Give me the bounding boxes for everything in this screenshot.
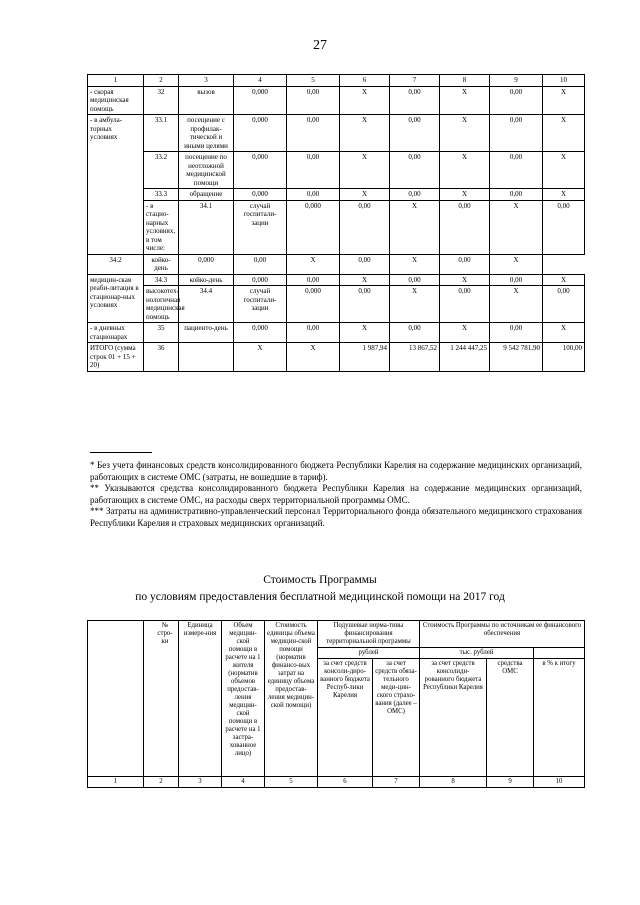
header-cell: 2 [144, 75, 179, 87]
volume-cell: 0,000 [234, 189, 287, 201]
unit-cost-cell: 0,00 [287, 274, 340, 286]
oms-total-cell: 0,00 [490, 189, 543, 201]
percent-cell: X [543, 189, 585, 201]
row-label-cell: - в амбула-торных условиях [88, 115, 144, 255]
footnote-2: ** Указываются средства консолидированного бюджета Республики Карелия на содержание медицинских организаций, работающих в системе ОМС, на расходы сверх территориальной программы ОМС. [90, 483, 582, 505]
table-row [88, 200, 585, 254]
unit-cost-cell: 0,00 [287, 86, 340, 115]
budget-total-cell: X [390, 254, 440, 274]
header-cell-row-number: № стро-ки [144, 621, 179, 777]
row-number-cell: 34.4 [179, 286, 234, 323]
volume-cell: 0,000 [287, 200, 340, 254]
unit-cost-cell: 0,00 [287, 189, 340, 201]
row-number-cell: 34.1 [179, 200, 234, 254]
header-cell-unit-cost: Стоимость единицы объема медицин-ской помощи (норматив финансо-вых затрат на единицу объема предостав-ления медицин-ской помощи) [265, 621, 318, 777]
page-number: 27 [313, 38, 327, 53]
budget-per-capita-cell: X [340, 115, 390, 152]
row-number-cell: 32 [144, 86, 179, 115]
budget-per-capita-cell: X [390, 286, 440, 323]
table-row [88, 152, 585, 189]
column-number: 1 [88, 777, 144, 788]
volume-cell: 0,000 [234, 152, 287, 189]
oms-per-capita-cell: 0,00 [390, 86, 440, 115]
header-cell: 3 [179, 75, 234, 87]
unit-cell: случай госпитали-зации [234, 286, 287, 323]
unit-cost-cell: 0,00 [340, 286, 390, 323]
header-cell: 7 [390, 75, 440, 87]
volume-cell: 0,000 [179, 254, 234, 274]
budget-per-capita-cell: 1 987,94 [340, 343, 390, 372]
budget-total-cell: X [490, 200, 543, 254]
table-row [88, 323, 585, 343]
row-number-cell: 34.3 [144, 274, 179, 286]
volume-cell: X [234, 343, 287, 372]
oms-per-capita-cell: 0,00 [340, 254, 390, 274]
header-cell: 10 [543, 75, 585, 87]
unit-cell: вызов [179, 86, 234, 115]
budget-total-cell: X [440, 115, 490, 152]
volume-cell: 0,000 [234, 274, 287, 286]
percent-cell: X [543, 115, 585, 152]
unit-cost-cell: 0,00 [287, 152, 340, 189]
footnote-rule [90, 452, 152, 453]
volume-cell: 0,000 [234, 115, 287, 152]
oms-per-capita-cell: 0,00 [390, 274, 440, 286]
volume-cell: 0,000 [234, 86, 287, 115]
oms-per-capita-cell: 0,00 [390, 323, 440, 343]
header-cell: 6 [340, 75, 390, 87]
header-cell-by-source: Стоимость Программы по источникам ее финансового обеспечения [420, 621, 585, 648]
table-row [88, 274, 585, 286]
program-cost-table [87, 620, 585, 788]
budget-per-capita-cell: X [390, 200, 440, 254]
column-number: 6 [318, 777, 373, 788]
header-cell-col9: средства ОМС [487, 659, 534, 777]
footnote-1: * Без учета финансовых средств консолидированного бюджета Республики Карелия на содержание медицинских организаций, работающих в системе ОМС (затраты, не вошедшие в тариф). [90, 460, 582, 482]
header-cell-thousand-rubles: тыс. рублей [420, 648, 534, 659]
oms-per-capita-cell: 0,00 [390, 152, 440, 189]
budget-per-capita-cell: X [340, 274, 390, 286]
percent-cell: X [543, 323, 585, 343]
oms-per-capita-cell: 0,00 [440, 200, 490, 254]
footnotes [90, 460, 582, 529]
oms-total-cell: 0,00 [490, 115, 543, 152]
oms-total-cell: 0,00 [543, 200, 585, 254]
table-row [88, 286, 585, 323]
table-row [88, 115, 585, 152]
budget-per-capita-cell: X [340, 152, 390, 189]
column-number: 7 [373, 777, 420, 788]
row-number-cell: 33.2 [144, 152, 179, 189]
row-label-cell: - в дневных стационарах [88, 323, 144, 343]
unit-cost-cell: 0,00 [340, 200, 390, 254]
footnote-3: *** Затраты на административно-управленческий персонал Территориального фонда обязательного медицинского страхования Республики Карелия и страховых медицинских организаций. [90, 506, 582, 528]
section-subtitle: по условиям предоставления бесплатной медицинской помощи на 2017 год [135, 591, 505, 603]
header-cell-col6: за счет средств консоли-диро-ванного бюджета Респуб-лики Карелия [318, 659, 373, 777]
oms-total-cell: 0,00 [490, 152, 543, 189]
column-number: 10 [534, 777, 585, 788]
header-cell: 8 [440, 75, 490, 87]
budget-total-cell: 1 244 447,25 [440, 343, 490, 372]
percent-cell: X [543, 152, 585, 189]
unit-cost-cell: 0,00 [287, 115, 340, 152]
budget-total-cell: X [440, 86, 490, 115]
percent-cell: 100,00 [543, 343, 585, 372]
header-cell-col10: в % к итогу [534, 659, 585, 777]
budget-total-cell: X [490, 286, 543, 323]
header-cell-volume: Объем медицин-ской помощи в расчете на 1 жителя (норматив объемов предостав-ления медицин-ской помощи в расчете на 1 застра-хованное лицо) [222, 621, 265, 777]
column-number: 8 [420, 777, 487, 788]
oms-total-cell: 0,00 [490, 323, 543, 343]
unit-cost-cell: 0,00 [234, 254, 287, 274]
header-cell: 4 [234, 75, 287, 87]
budget-total-cell: X [440, 323, 490, 343]
row-number-cell: 36 [144, 343, 179, 372]
row-label-cell: высокотех-нологичная медицинская помощь [144, 286, 179, 323]
column-number-row [88, 777, 585, 788]
header-cell-unit: Единица измере-ния [179, 621, 222, 777]
oms-per-capita-cell: 0,00 [390, 189, 440, 201]
oms-total-cell: 0,00 [440, 254, 490, 274]
table-row [88, 343, 585, 372]
row-number-cell: 35 [144, 323, 179, 343]
header-cell-col7: за счет средств обяза-тельного меди-цин-ского страхо-вания (далее – ОМС) [373, 659, 420, 777]
oms-per-capita-cell: 0,00 [440, 286, 490, 323]
unit-cost-cell: X [287, 343, 340, 372]
row-label-cell: - в стацио-нарных условиях, в том числе: [144, 200, 179, 254]
budget-per-capita-cell: X [340, 189, 390, 201]
budget-per-capita-cell: X [340, 86, 390, 115]
table-row [88, 189, 585, 201]
row-label-cell: ИТОГО (сумма строк 01 + 15 + 20) [88, 343, 144, 372]
column-number: 2 [144, 777, 179, 788]
table-row [88, 254, 585, 274]
unit-cell: пациенто-день [179, 323, 234, 343]
cost-table-continued [87, 74, 585, 372]
section-title: Стоимость Программы [263, 574, 377, 586]
oms-total-cell: 0,00 [490, 274, 543, 286]
column-number: 4 [222, 777, 265, 788]
header-cell-label [88, 621, 144, 777]
unit-cell [179, 343, 234, 372]
unit-cell: обращение [179, 189, 234, 201]
header-cell-empty [534, 648, 585, 659]
row-number-cell: 34.2 [88, 254, 144, 274]
header-cell: 9 [490, 75, 543, 87]
row-number-cell: 33.3 [144, 189, 179, 201]
volume-cell: 0,000 [287, 286, 340, 323]
unit-cell: койко-день [179, 274, 234, 286]
header-cell-per-capita: Подушевые норма-тивы финансирования территориальной программы [318, 621, 420, 648]
row-label-cell: - скорая медицинская помощь [88, 86, 144, 115]
table-header-row [88, 75, 585, 87]
column-number: 5 [265, 777, 318, 788]
budget-per-capita-cell: X [287, 254, 340, 274]
unit-cell: случай госпитали-зации [234, 200, 287, 254]
oms-total-cell: 9 542 781,90 [490, 343, 543, 372]
column-number: 9 [487, 777, 534, 788]
header-cell: 5 [287, 75, 340, 87]
oms-per-capita-cell: 0,00 [390, 115, 440, 152]
unit-cell: посещение с профилак-тической и иными целями [179, 115, 234, 152]
percent-cell: X [490, 254, 543, 274]
budget-total-cell: X [440, 189, 490, 201]
header-cell: 1 [88, 75, 144, 87]
budget-per-capita-cell: X [340, 323, 390, 343]
percent-cell: X [543, 86, 585, 115]
row-label-cell: медицин-ская реаби-литация в стационар-ных условиях [88, 274, 144, 323]
cost-table-body [88, 75, 585, 372]
row-number-cell: 33.1 [144, 115, 179, 152]
table-header-row [88, 621, 585, 648]
oms-per-capita-cell: 13 867,52 [390, 343, 440, 372]
unit-cell: посещение по неотложной медицинской помощи [179, 152, 234, 189]
column-number: 3 [179, 777, 222, 788]
oms-total-cell: 0,00 [543, 286, 585, 323]
oms-total-cell: 0,00 [490, 86, 543, 115]
header-cell-rubles: рублей [318, 648, 420, 659]
table-row [88, 86, 585, 115]
unit-cost-cell: 0,00 [287, 323, 340, 343]
unit-cell: койко-день [144, 254, 179, 274]
volume-cell: 0,000 [234, 323, 287, 343]
budget-total-cell: X [440, 152, 490, 189]
header-cell-col8: за счет средств консолиди-рованного бюджета Республики Карелия [420, 659, 487, 777]
budget-total-cell: X [440, 274, 490, 286]
percent-cell: X [543, 274, 585, 286]
